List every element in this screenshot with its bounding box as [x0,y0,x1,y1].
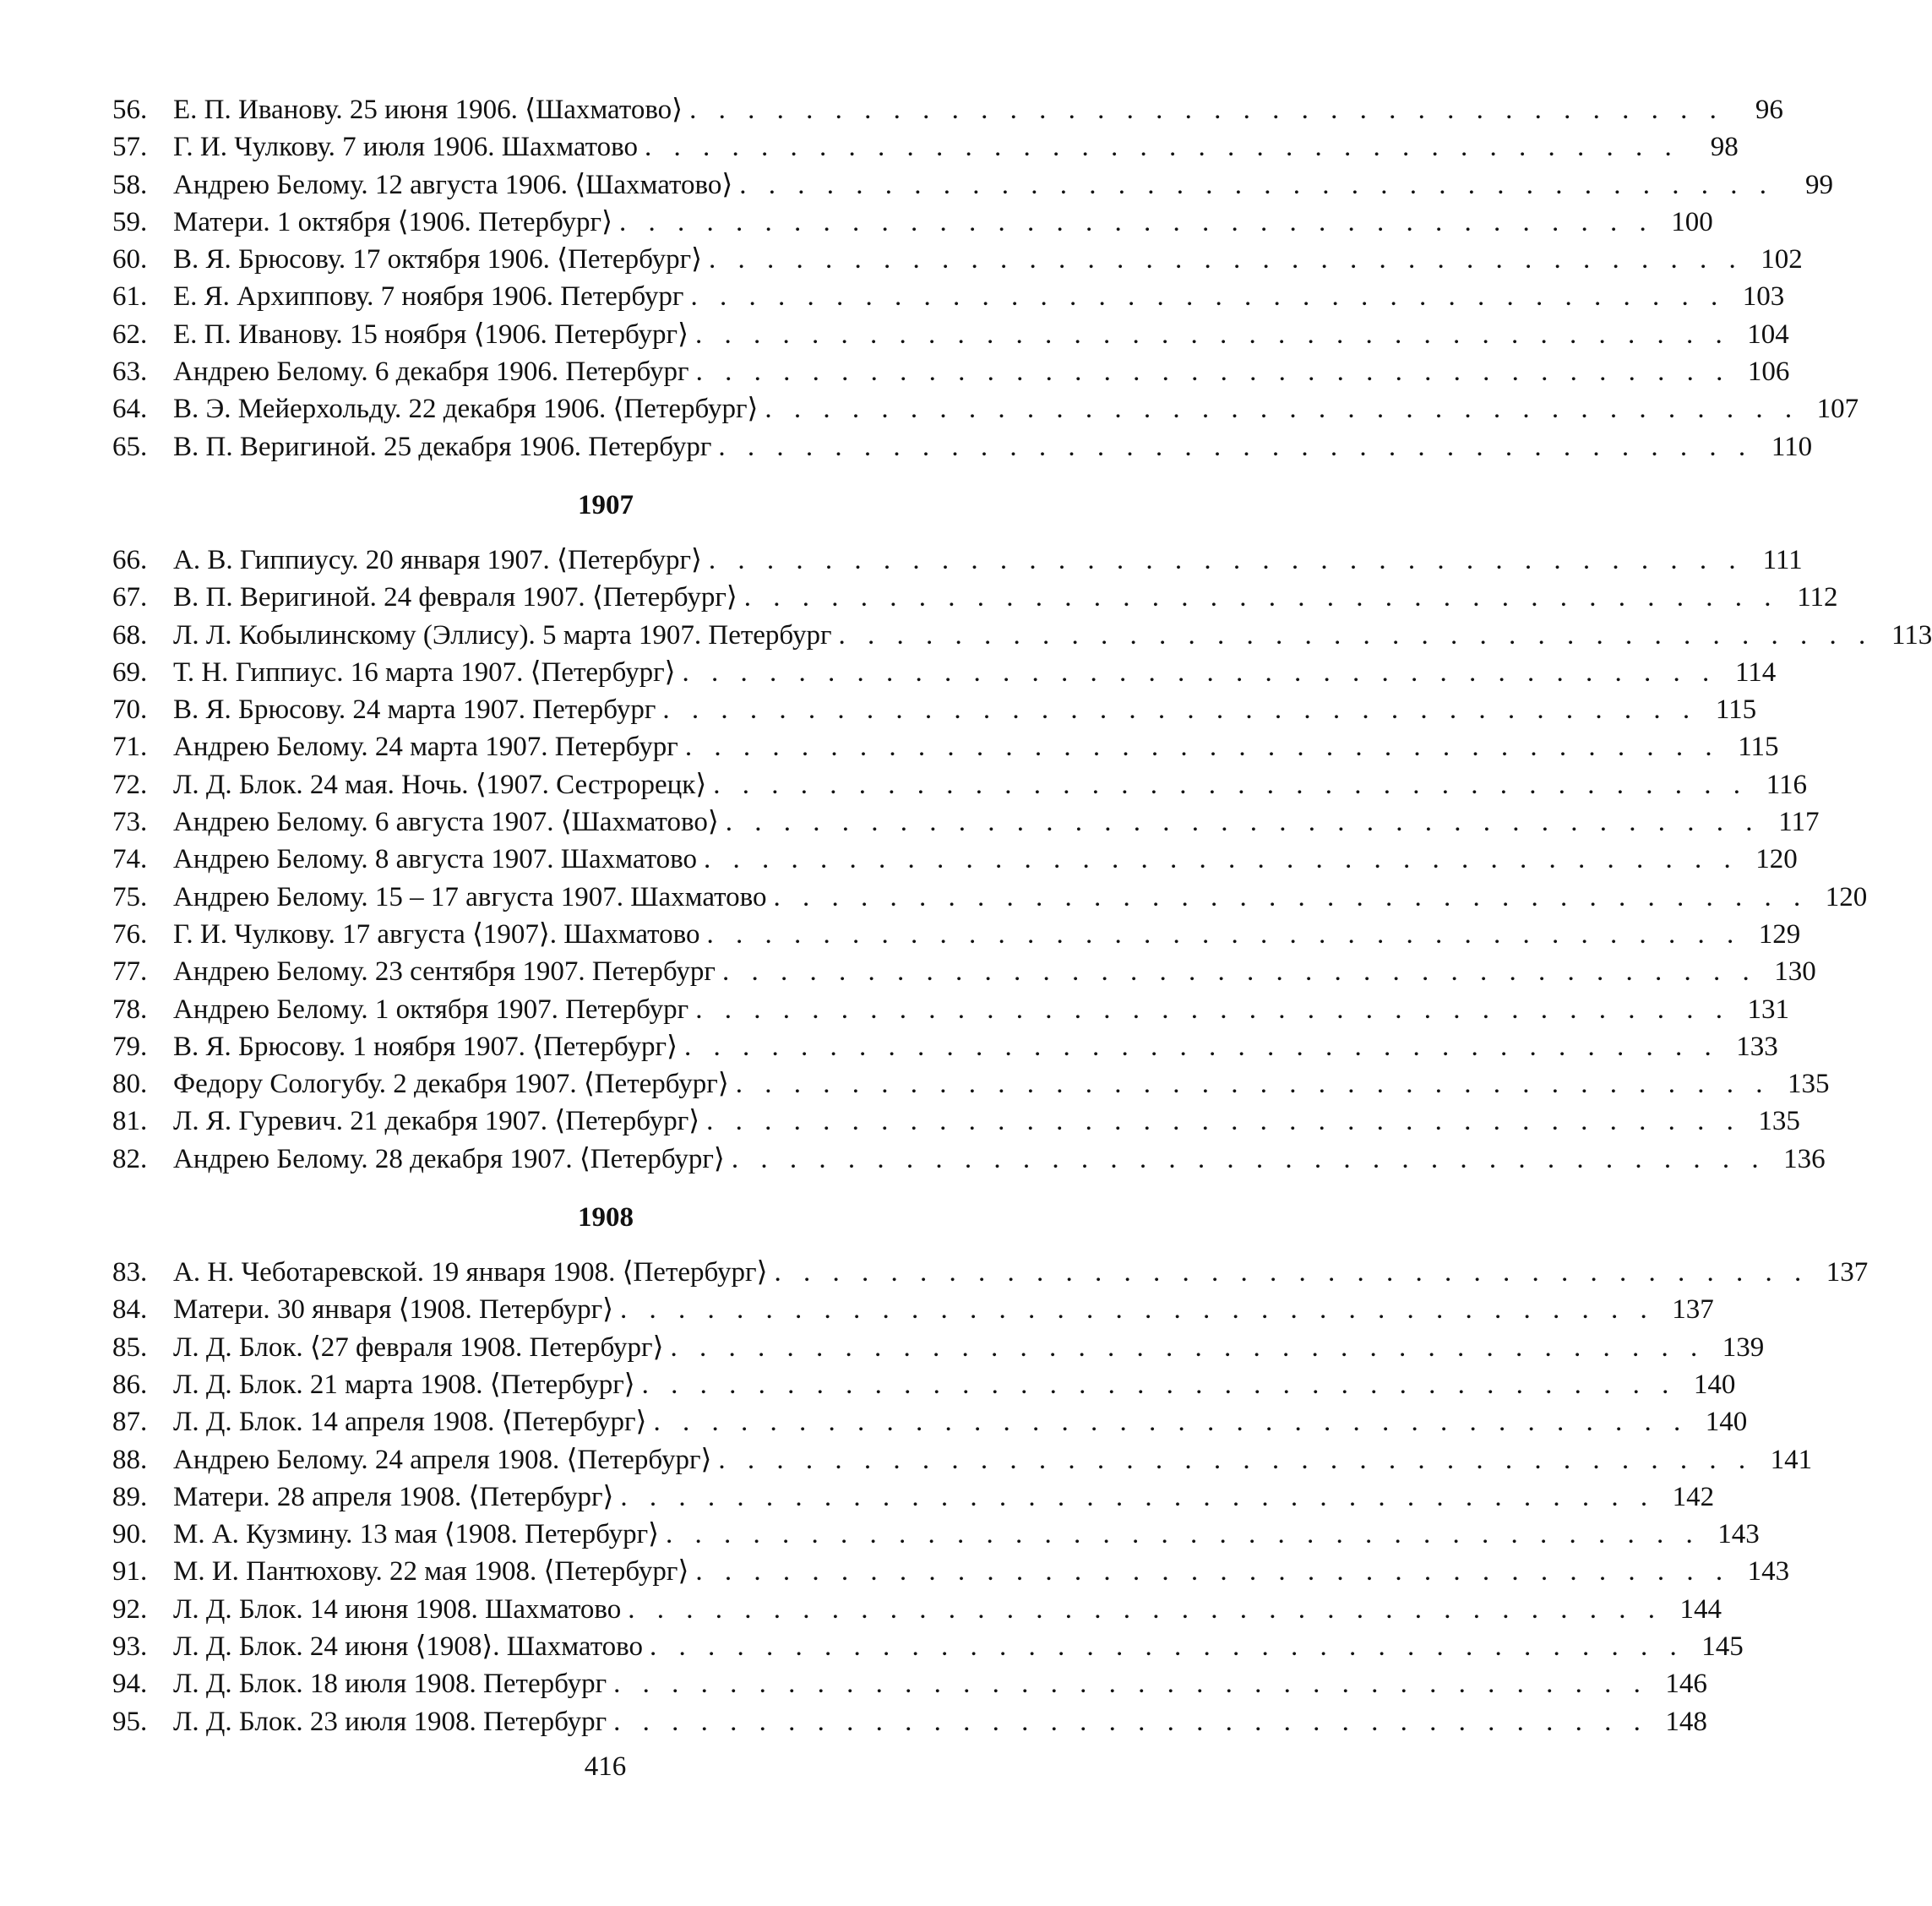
dot-leader: . . . . . . . . . . . . . . . . . . . . . . . . . . . . . . . . . . . . [713,769,1748,800]
toc-entry [112,1516,1760,1553]
entry-number: 70. [112,694,148,726]
entry-title: В. П. Веригиной. 25 декабря 1906. Петербург [173,431,712,462]
dot-leader: . . . . . . . . . . . . . . . . . . . . . . . . . . . . . . . . . . . . [743,582,1779,613]
toc-entry [112,1254,1869,1291]
toc-entry [112,1366,1736,1403]
entry-page-number: 116 [1766,769,1807,800]
dot-leader: . . . . . . . . . . . . . . . . . . . . . . . . . . . . . . . . . . . . [694,319,1730,350]
entry-title: Андрею Белому. 28 декабря 1907. ⟨Петербург⟩ [173,1143,725,1174]
entry-number: 73. [112,807,148,838]
year-heading: 1908 [578,1202,634,1233]
dot-leader: . . . . . . . . . . . . . . . . . . . . . . . . . . . . . . . . . . . . [739,169,1774,200]
entry-page-number: 146 [1665,1669,1707,1700]
entry-title: Л. Д. Блок. 24 мая. Ночь. ⟨1907. Сестрорецк⟩ [173,769,707,800]
entry-title: Андрею Белому. 6 декабря 1906. Петербург [173,357,689,388]
entry-page-number: 135 [1787,1069,1830,1100]
entry-number: 74. [112,844,148,875]
entry-number: 59. [112,206,148,237]
toc-entry [112,916,1801,953]
toc-entry [112,1665,1707,1702]
entry-page-number: 136 [1783,1143,1826,1174]
entry-page-number: 148 [1665,1706,1707,1737]
dot-leader: . . . . . . . . . . . . . . . . . . . . . . . . . . . . . . . . . . . . [706,918,1742,950]
dot-leader: . . . . . . . . . . . . . . . . . . . . . . . . . . . . . . . . . . . . [653,1407,1689,1438]
entry-page-number: 144 [1679,1593,1722,1625]
entry-page-number: 113 [1891,619,1932,651]
toc-entry [112,1703,1707,1740]
entry-page-number: 117 [1778,807,1820,838]
toc-entry [112,91,1783,128]
entry-number: 79. [112,1031,148,1062]
entry-number: 56. [112,95,148,125]
toc-entry [112,728,1779,765]
dot-leader: . . . . . . . . . . . . . . . . . . . . . . . . . . . . . . . . . . . . [695,1556,1731,1587]
entry-title: В. Я. Брюсову. 24 марта 1907. Петербург [173,694,656,726]
toc-entry [112,991,1789,1028]
toc-entry [112,542,1803,579]
entry-number: 69. [112,656,148,688]
dot-leader: . . . . . . . . . . . . . . . . . . . . . . . . . . . . . . . . . . . . [706,1106,1741,1137]
entry-title: В. П. Веригиной. 24 февраля 1907. ⟨Петербург⟩ [173,582,737,613]
entry-number: 91. [112,1556,148,1587]
entry-page-number: 96 [1755,95,1783,125]
entry-number: 77. [112,956,148,988]
toc-entry [112,1591,1722,1628]
entry-title: Андрею Белому. 12 августа 1906. ⟨Шахматово⟩ [173,169,733,200]
entry-page-number: 98 [1710,132,1739,163]
toc-entry [112,1403,1748,1440]
entry-title: Андрею Белому. 6 августа 1907. ⟨Шахматово⟩ [173,807,719,838]
toc-entry [112,1329,1765,1366]
entry-page-number: 111 [1762,544,1803,575]
toc-entry [112,1028,1778,1065]
dot-leader: . . . . . . . . . . . . . . . . . . . . . . . . . . . . . . . . . . . . [620,1294,1655,1326]
entry-number: 57. [112,132,148,163]
entry-title: Андрею Белому. 15 – 17 августа 1907. Шахматово [173,881,767,912]
entry-page-number: 135 [1758,1106,1800,1137]
toc-entry [112,953,1816,990]
entry-number: 88. [112,1444,148,1475]
dot-leader: . . . . . . . . . . . . . . . . . . . . . . . . . . . . . . . . . . . . [689,95,1724,125]
dot-leader: . . . . . . . . . . . . . . . . . . . . . . . . . . . . . . . . . . . . [709,244,1744,275]
entry-number: 60. [112,244,148,275]
entry-page-number: 107 [1816,394,1859,425]
dot-leader: . . . . . . . . . . . . . . . . . . . . . . . . . . . . . . . . . . . . [718,1444,1754,1475]
entry-number: 63. [112,357,148,388]
toc-entry [112,390,1859,427]
entry-title: А. Н. Чеботаревской. 19 января 1908. ⟨Петербург⟩ [173,1257,768,1288]
toc-entry [112,841,1798,878]
entry-number: 75. [112,881,148,912]
entry-title: Андрею Белому. 24 апреля 1908. ⟨Петербург⟩ [173,1444,712,1475]
entry-title: Л. Д. Блок. 23 июля 1908. Петербург [173,1706,607,1737]
entry-title: Матери. 30 января ⟨1908. Петербург⟩ [173,1294,614,1326]
dot-leader: . . . . . . . . . . . . . . . . . . . . . . . . . . . . . . . . . . . . [618,206,1654,237]
entry-title: Матери. 28 апреля 1908. ⟨Петербург⟩ [173,1481,614,1512]
entry-page-number: 99 [1804,169,1833,200]
entry-number: 87. [112,1407,148,1438]
dot-leader: . . . . . . . . . . . . . . . . . . . . . . . . . . . . . . . . . . . . [725,807,1761,838]
entry-title: М. А. Кузмину. 13 мая ⟨1908. Петербург⟩ [173,1519,660,1550]
entry-number: 80. [112,1069,148,1100]
dot-leader: . . . . . . . . . . . . . . . . . . . . . . . . . . . . . . . . . . . . [662,694,1698,726]
toc-entry [112,766,1807,803]
dot-leader: . . . . . . . . . . . . . . . . . . . . . . . . . . . . . . . . . . . . [708,544,1744,575]
dot-leader: . . . . . . . . . . . . . . . . . . . . . . . . . . . . . . . . . . . . [703,844,1739,875]
entry-title: А. В. Гиппиусу. 20 января 1907. ⟨Петербург⟩ [173,544,702,575]
toc-entry [112,128,1739,166]
toc-entry [112,1141,1826,1178]
entry-page-number: 131 [1747,994,1789,1025]
dot-leader: . . . . . . . . . . . . . . . . . . . . . . . . . . . . . . . . . . . . [695,994,1730,1025]
entry-number: 85. [112,1331,148,1363]
entry-number: 86. [112,1369,148,1400]
year-section [112,91,1859,466]
entry-page-number: 137 [1672,1294,1714,1326]
entry-number: 89. [112,1481,148,1512]
entry-page-number: 100 [1671,206,1713,237]
entry-number: 61. [112,281,148,313]
entry-title: Л. Д. Блок. 18 июля 1908. Петербург [173,1669,607,1700]
entry-number: 65. [112,431,148,462]
dot-leader: . . . . . . . . . . . . . . . . . . . . . . . . . . . . . . . . . . . . [613,1669,1648,1700]
entry-page-number: 102 [1761,244,1803,275]
entry-number: 95. [112,1706,148,1737]
entry-page-number: 140 [1693,1369,1736,1400]
entry-number: 72. [112,769,148,800]
entry-number: 58. [112,169,148,200]
year-heading: 1907 [578,489,634,520]
entry-title: Л. Д. Блок. 14 апреля 1908. ⟨Петербург⟩ [173,1407,647,1438]
dot-leader: . . . . . . . . . . . . . . . . . . . . . . . . . . . . . . . . . . . . [683,1031,1719,1062]
entry-title: М. И. Пантюхову. 22 мая 1908. ⟨Петербург⟩ [173,1556,689,1587]
entry-page-number: 114 [1734,656,1777,688]
entry-title: Е. П. Иванову. 25 июня 1906. ⟨Шахматово⟩ [173,95,683,125]
entry-title: Т. Н. Гиппиус. 16 марта 1907. ⟨Петербург⟩ [173,656,676,688]
entry-number: 66. [112,544,148,575]
entry-title: Г. И. Чулкову. 17 августа ⟨1907⟩. Шахматово [173,918,700,950]
entry-page-number: 139 [1722,1331,1765,1363]
toc-entry [112,1441,1813,1479]
entry-number: 90. [112,1519,148,1550]
entry-title: Федору Сологубу. 2 декабря 1907. ⟨Петербург⟩ [173,1069,729,1100]
entry-page-number: 143 [1747,1556,1790,1587]
toc-entry [112,241,1803,278]
entry-number: 76. [112,918,148,950]
entry-title: Андрею Белому. 23 сентября 1907. Петербург [173,956,716,988]
entry-number: 67. [112,582,148,613]
entry-title: В. Я. Брюсову. 1 ноября 1907. ⟨Петербург⟩ [173,1031,678,1062]
entry-number: 94. [112,1669,148,1700]
entry-title: Е. П. Иванову. 15 ноября ⟨1906. Петербург⟩ [173,319,688,350]
entry-title: Е. Я. Архиппову. 7 ноября 1906. Петербург [173,281,684,313]
toc-entry [112,428,1813,466]
entry-number: 62. [112,319,148,350]
toc-entry [112,691,1757,728]
entry-page-number: 129 [1758,918,1801,950]
dot-leader: . . . . . . . . . . . . . . . . . . . . . . . . . . . . . . . . . . . . [695,357,1731,388]
dot-leader: . . . . . . . . . . . . . . . . . . . . . . . . . . . . . . . . . . . . [666,1519,1701,1550]
entry-title: Л. Я. Гуревич. 21 декабря 1907. ⟨Петербург⟩ [173,1106,700,1137]
toc-entry [112,1291,1714,1328]
entry-title: Андрею Белому. 1 октября 1907. Петербург [173,994,689,1025]
entry-page-number: 133 [1736,1031,1778,1062]
dot-leader: . . . . . . . . . . . . . . . . . . . . . . . . . . . . . . . . . . . . [682,656,1717,688]
entry-page-number: 145 [1701,1631,1744,1662]
entry-number: 81. [112,1106,148,1137]
entry-number: 71. [112,732,148,763]
toc-entry [112,1628,1744,1665]
dot-leader: . . . . . . . . . . . . . . . . . . . . . . . . . . . . . . . . . . . . [613,1706,1648,1737]
toc-entry [112,654,1777,691]
entry-title: Г. И. Чулкову. 7 июля 1906. Шахматово [173,132,639,163]
entry-page-number: 112 [1797,582,1838,613]
entry-page-number: 103 [1742,281,1785,313]
entry-page-number: 140 [1705,1407,1748,1438]
entry-page-number: 137 [1826,1257,1869,1288]
toc-entry [112,316,1789,353]
table-of-contents [112,91,1932,1740]
page-number: 416 [584,1751,627,1782]
toc-entry [112,278,1785,315]
entry-title: Л. Л. Кобылинскому (Эллису). 5 марта 1907. Петербург [173,619,832,651]
entry-title: В. Я. Брюсову. 17 октября 1906. ⟨Петербург⟩ [173,244,703,275]
toc-entry [112,579,1838,616]
toc-entry [112,166,1833,204]
entry-number: 92. [112,1593,148,1625]
entry-page-number: 106 [1747,357,1790,388]
entry-title: Матери. 1 октября ⟨1906. Петербург⟩ [173,206,612,237]
dot-leader: . . . . . . . . . . . . . . . . . . . . . . . . . . . . . . . . . . . . [721,956,1757,988]
entry-page-number: 110 [1771,431,1813,462]
entry-page-number: 141 [1770,1444,1813,1475]
entry-number: 64. [112,394,148,425]
entry-title: Андрею Белому. 8 августа 1907. Шахматово [173,844,697,875]
entry-page-number: 115 [1738,732,1779,763]
dot-leader: . . . . . . . . . . . . . . . . . . . . . . . . . . . . . . . . . . . . [690,281,1726,313]
entry-title: Андрею Белому. 24 марта 1907. Петербург [173,732,678,763]
year-section [112,466,1932,1178]
dot-leader: . . . . . . . . . . . . . . . . . . . . . . . . . . . . . . . . . . . . [765,394,1800,425]
entry-page-number: 115 [1715,694,1757,726]
entry-number: 84. [112,1294,148,1326]
entry-number: 68. [112,619,148,651]
entry-title: Л. Д. Блок. ⟨27 февраля 1908. Петербург⟩ [173,1331,664,1363]
dot-leader: . . . . . . . . . . . . . . . . . . . . . . . . . . . . . . . . . . . . [620,1481,1656,1512]
dot-leader: . . . . . . . . . . . . . . . . . . . . . . . . . . . . . . . . . . . . [628,1593,1663,1625]
toc-entry [112,1479,1715,1516]
entry-page-number: 104 [1747,319,1789,350]
entry-title: Л. Д. Блок. 24 июня ⟨1908⟩. Шахматово [173,1631,644,1662]
entry-page-number: 120 [1755,844,1798,875]
entry-page-number: 142 [1672,1481,1715,1512]
toc-entry [112,879,1868,916]
dot-leader: . . . . . . . . . . . . . . . . . . . . . . . . . . . . . . . . . . . . [641,1369,1677,1400]
dot-leader: . . . . . . . . . . . . . . . . . . . . . . . . . . . . . . . . . . . . [684,732,1720,763]
toc-list [112,91,1932,1740]
entry-page-number: 130 [1774,956,1816,988]
dot-leader: . . . . . . . . . . . . . . . . . . . . . . . . . . . . . . . . . . . . [735,1069,1771,1100]
dot-leader: . . . . . . . . . . . . . . . . . . . . . . . . . . . . . . . . . . . . [838,619,1874,651]
toc-entry [112,1103,1800,1140]
dot-leader: . . . . . . . . . . . . . . . . . . . . . . . . . . . . . . . . . . . . [718,431,1754,462]
dot-leader: . . . . . . . . . . . . . . . . . . . . . . . . . . . . . . . . . . . . [650,1631,1684,1662]
toc-entry [112,353,1790,390]
entry-number: 93. [112,1631,148,1662]
entry-number: 83. [112,1257,148,1288]
toc-entry [112,803,1820,841]
entry-title: Л. Д. Блок. 21 марта 1908. ⟨Петербург⟩ [173,1369,635,1400]
year-section [112,1178,1869,1740]
dot-leader: . . . . . . . . . . . . . . . . . . . . . . . . . . . . . . . . . . . . [774,1257,1810,1288]
entry-title: В. Э. Мейерхольду. 22 декабря 1906. ⟨Петербург⟩ [173,394,759,425]
toc-entry [112,204,1713,241]
entry-title: Л. Д. Блок. 14 июня 1908. Шахматово [173,1593,622,1625]
dot-leader: . . . . . . . . . . . . . . . . . . . . . . . . . . . . . . . . . . . . [731,1143,1766,1174]
dot-leader: . . . . . . . . . . . . . . . . . . . . . . . . . . . . . . . . . . . . [773,881,1809,912]
toc-entry [112,617,1932,654]
dot-leader: . . . . . . . . . . . . . . . . . . . . . . . . . . . . . . . . . . . . [645,132,1679,163]
entry-number: 78. [112,994,148,1025]
dot-leader: . . . . . . . . . . . . . . . . . . . . . . . . . . . . . . . . . . . . [670,1331,1706,1363]
toc-entry [112,1065,1830,1103]
toc-entry [112,1553,1790,1590]
entry-number: 82. [112,1143,148,1174]
entry-page-number: 143 [1717,1519,1760,1550]
entry-page-number: 120 [1825,881,1868,912]
